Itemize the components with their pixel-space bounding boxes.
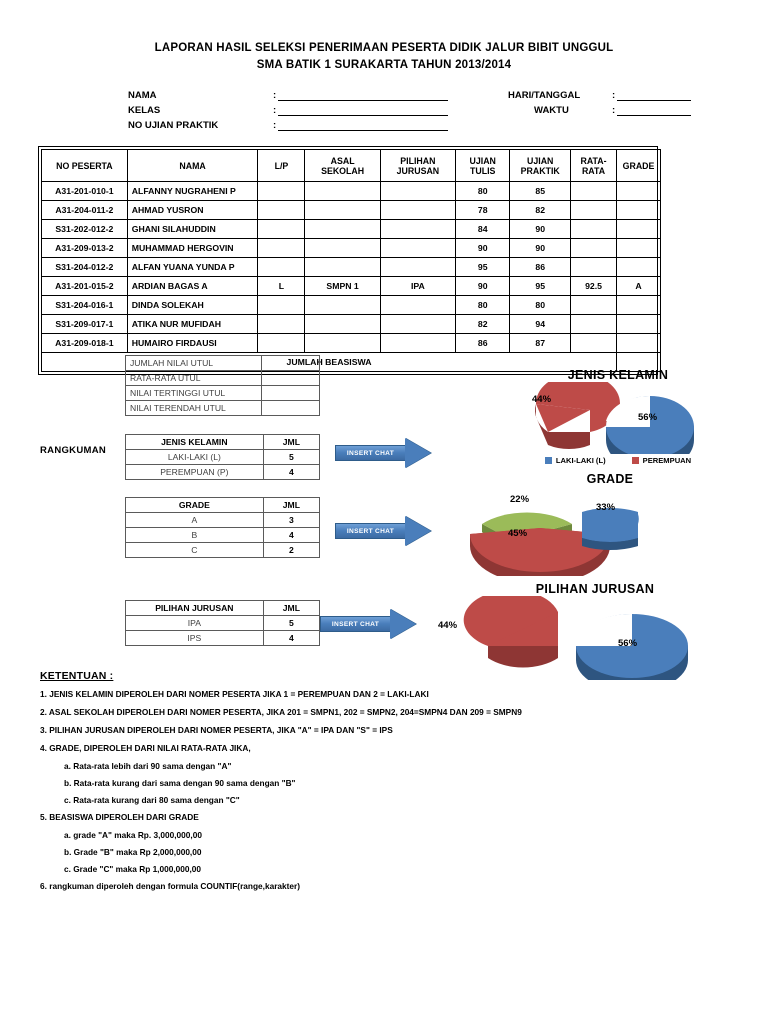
insert-chart-arrow-grade[interactable]	[335, 516, 435, 546]
table-row	[42, 220, 661, 239]
table-row	[42, 258, 661, 277]
title-line-2: SMA BATIK 1 SURAKARTA TAHUN 2013/2014	[256, 59, 512, 71]
cell-pilihan-jurusan[interactable]	[380, 220, 455, 239]
header-fields-right	[508, 86, 758, 116]
field-hari-tanggal[interactable]	[508, 86, 758, 101]
field-no-ujian-praktik[interactable]	[128, 116, 448, 131]
arrow-label: INSERT CHAT	[346, 527, 395, 535]
pie-svg	[470, 382, 766, 454]
grade-header-jml: JML	[263, 498, 319, 513]
table-header-row	[42, 150, 661, 182]
cell-nama[interactable]: MUHAMMAD HERGOVIN	[127, 239, 258, 258]
utul-label: NILAI TERTINGGI UTUL	[126, 386, 262, 401]
table-row	[126, 543, 320, 558]
field-nama-input[interactable]	[278, 90, 448, 101]
field-kelas-label: KELAS	[128, 105, 161, 116]
cell-grade[interactable]	[617, 315, 661, 334]
cell-ujian-praktik[interactable]: 90	[510, 220, 571, 239]
pie-svg	[430, 596, 760, 680]
ketentuan-item: a. Rata-rata lebih dari 90 sama dengan "A"	[64, 761, 232, 771]
pct-laki-laki: 56%	[638, 412, 658, 423]
jumlah-beasiswa-label: JUMLAH BEASISWA	[42, 353, 617, 372]
cell-asal-sekolah[interactable]	[305, 201, 380, 220]
cell-ujian-praktik[interactable]: 80	[510, 296, 571, 315]
cell-nama[interactable]: ALFANNY NUGRAHENI P	[127, 182, 258, 201]
col-grade: GRADE	[617, 150, 661, 182]
legend-swatch-icon	[632, 457, 639, 464]
col-nama: NAMA	[127, 150, 258, 182]
header-fields-left	[128, 86, 448, 131]
cell-lp[interactable]	[258, 220, 305, 239]
pilihan-jurusan-row-value[interactable]: 4	[263, 631, 319, 646]
field-kelas-colon: :	[273, 105, 277, 116]
cell-ujian-tulis[interactable]: 80	[456, 296, 510, 315]
table-row	[126, 616, 320, 631]
utul-value[interactable]	[261, 386, 319, 401]
table-row	[42, 182, 661, 201]
grade-header-label: GRADE	[126, 498, 264, 513]
ketentuan-item: 1. JENIS KELAMIN DIPEROLEH DARI NOMER PESERTA JIKA 1 = PEREMPUAN DAN 2 = LAKI-LAKI	[40, 689, 429, 699]
cell-grade[interactable]	[617, 258, 661, 277]
table-header-row	[126, 601, 320, 616]
table-row	[126, 513, 320, 528]
utul-label: RATA-RATA UTUL	[126, 371, 262, 386]
cell-pilihan-jurusan[interactable]: IPA	[380, 277, 455, 296]
pct-grade-b: 45%	[508, 528, 528, 539]
arrow-shaft	[335, 445, 405, 461]
cell-lp[interactable]	[258, 239, 305, 258]
arrow-head-icon	[390, 609, 416, 639]
cell-no-peserta[interactable]: S31-209-017-1	[42, 315, 128, 334]
slice-laki-laki	[606, 396, 694, 454]
cell-lp[interactable]	[258, 182, 305, 201]
rangkuman-label: RANGKUMAN	[40, 445, 107, 456]
utul-summary-body	[126, 356, 320, 416]
cell-ujian-tulis[interactable]: 80	[456, 182, 510, 201]
arrow-shaft	[335, 523, 405, 539]
cell-ujian-praktik[interactable]: 90	[510, 239, 571, 258]
cell-grade[interactable]	[617, 201, 661, 220]
cell-pilihan-jurusan[interactable]	[380, 239, 455, 258]
cell-pilihan-jurusan[interactable]	[380, 258, 455, 277]
field-nama[interactable]	[128, 86, 448, 101]
list-item	[126, 401, 320, 416]
chart-grade-plot	[460, 486, 760, 576]
field-waktu[interactable]	[508, 101, 758, 116]
page-title	[0, 0, 768, 74]
cell-ujian-praktik[interactable]: 95	[510, 277, 571, 296]
pct-perempuan: 44%	[532, 394, 552, 405]
field-nama-label: NAMA	[128, 90, 157, 101]
cell-ujian-praktik[interactable]: 94	[510, 315, 571, 334]
pilihan-jurusan-summary-table	[125, 600, 320, 646]
ketentuan-item: 4. GRADE, DIPEROLEH DARI NILAI RATA-RATA JIKA,	[40, 743, 251, 753]
arrow-head-icon	[405, 438, 431, 468]
cell-asal-sekolah[interactable]	[305, 296, 380, 315]
ketentuan-item: 6. rangkuman diperoleh dengan formula COUNTIF(range,karakter)	[40, 881, 301, 891]
ketentuan-item: 3. PILIHAN JURUSAN DIPEROLEH DARI NOMER PESERTA, JIKA "A" = IPA DAN "S" = IPS	[40, 725, 393, 735]
header-fields	[0, 86, 768, 132]
grade-summary-body	[126, 498, 320, 558]
chart-jenis-kelamin-title: JENIS KELAMIN	[567, 368, 669, 382]
pilihan-jurusan-summary-body	[126, 601, 320, 646]
participants-table	[41, 149, 661, 372]
col-asal-sekolah: ASAL SEKOLAH	[305, 150, 380, 182]
field-no-ujian-praktik-label: NO UJIAN PRAKTIK	[128, 120, 219, 131]
ketentuan-item: b. Grade "B" maka Rp 2,000,000,00	[64, 847, 202, 857]
ketentuan-list	[40, 689, 768, 899]
title-line-1: LAPORAN HASIL SELEKSI PENERIMAAN PESERTA DIDIK JALUR BIBIT UNGGUL	[154, 42, 614, 54]
ketentuan-item: b. Rata-rata kurang dari sama dengan 90 sama dengan "B"	[64, 778, 296, 788]
chart-jenis-kelamin	[470, 368, 766, 465]
jenis-kelamin-row-label: LAKI-LAKI (L)	[126, 450, 264, 465]
cell-rata-rata[interactable]	[571, 239, 617, 258]
field-no-ujian-praktik-colon: :	[273, 120, 277, 131]
cell-lp[interactable]	[258, 201, 305, 220]
arrow-label: INSERT CHAT	[346, 449, 395, 457]
grade-row-value[interactable]: 3	[263, 513, 319, 528]
cell-asal-sekolah[interactable]: SMPN 1	[305, 277, 380, 296]
grade-row-label: C	[126, 543, 264, 558]
cell-no-peserta[interactable]: A31-209-013-2	[42, 239, 128, 258]
cell-pilihan-jurusan[interactable]	[380, 296, 455, 315]
cell-grade[interactable]	[617, 239, 661, 258]
table-row	[42, 315, 661, 334]
ketentuan-item: 2. ASAL SEKOLAH DIPEROLEH DARI NOMER PESERTA, JIKA 201 = SMPN1, 202 = SMPN2, 204=SMPN4 DAN 209 = SMPN9	[40, 707, 522, 717]
jenis-kelamin-summary-body	[126, 435, 320, 480]
jenis-kelamin-summary-table	[125, 434, 320, 480]
cell-rata-rata[interactable]	[571, 315, 617, 334]
insert-chart-arrow-jenis-kelamin[interactable]	[335, 438, 435, 468]
chart-pilihan-jurusan	[430, 582, 760, 680]
table-row	[126, 450, 320, 465]
slice-ips	[464, 596, 558, 667]
legend-label: LAKI-LAKI (L)	[555, 456, 606, 465]
utul-value[interactable]	[261, 401, 319, 416]
pct-grade-c: 22%	[510, 494, 530, 505]
pilihan-jurusan-header-jml: JML	[263, 601, 319, 616]
grade-row-value[interactable]: 2	[263, 543, 319, 558]
table-header-row	[126, 498, 320, 513]
cell-no-peserta[interactable]: S31-202-012-2	[42, 220, 128, 239]
table-row	[42, 239, 661, 258]
utul-value[interactable]	[261, 356, 319, 371]
col-no-peserta: NO PESERTA	[42, 150, 128, 182]
cell-ujian-tulis[interactable]: 95	[456, 258, 510, 277]
cell-rata-rata[interactable]	[571, 201, 617, 220]
field-hari-tanggal-input[interactable]	[617, 90, 691, 101]
cell-lp[interactable]	[258, 315, 305, 334]
cell-lp[interactable]	[258, 296, 305, 315]
cell-grade[interactable]: A	[617, 277, 661, 296]
cell-ujian-tulis[interactable]: 90	[456, 277, 510, 296]
list-item	[126, 356, 320, 371]
table-row	[42, 277, 661, 296]
table-row	[126, 465, 320, 480]
field-hari-tanggal-colon: :	[612, 90, 616, 101]
cell-pilihan-jurusan[interactable]	[380, 201, 455, 220]
field-waktu-label: WAKTU	[534, 105, 569, 116]
cell-rata-rata[interactable]	[571, 296, 617, 315]
cell-ujian-tulis[interactable]: 78	[456, 201, 510, 220]
cell-rata-rata[interactable]: 92.5	[571, 277, 617, 296]
ketentuan-title: KETENTUAN :	[40, 670, 114, 682]
cell-pilihan-jurusan[interactable]	[380, 315, 455, 334]
col-lp: L/P	[258, 150, 305, 182]
table-row	[42, 334, 661, 353]
field-no-ujian-praktik-input[interactable]	[278, 120, 448, 131]
ketentuan-section	[40, 670, 768, 899]
pilihan-jurusan-row-label: IPS	[126, 631, 264, 646]
cell-no-peserta[interactable]: A31-209-018-1	[42, 334, 128, 353]
ketentuan-item: c. Rata-rata kurang dari 80 sama dengan "C"	[64, 795, 240, 805]
cell-asal-sekolah[interactable]	[305, 220, 380, 239]
ketentuan-item: a. grade "A" maka Rp. 3,000,000,00	[64, 830, 202, 840]
grade-row-value[interactable]: 4	[263, 528, 319, 543]
cell-nama[interactable]: DINDA SOLEKAH	[127, 296, 258, 315]
table-row	[126, 631, 320, 646]
cell-ujian-tulis[interactable]: 86	[456, 334, 510, 353]
col-pilihan-jurusan: PILIHAN JURUSAN	[380, 150, 455, 182]
ketentuan-item: 5. BEASISWA DIPEROLEH DARI GRADE	[40, 812, 199, 822]
cell-asal-sekolah[interactable]	[305, 182, 380, 201]
cell-nama[interactable]: ALFAN YUANA YUNDA P	[127, 258, 258, 277]
grade-row-label: B	[126, 528, 264, 543]
participants-table-body	[42, 182, 661, 353]
utul-label: JUMLAH NILAI UTUL	[126, 356, 262, 371]
field-kelas-input[interactable]	[278, 105, 448, 116]
jenis-kelamin-header-label: JENIS KELAMIN	[126, 435, 264, 450]
insert-chart-arrow-pilihan-jurusan[interactable]	[320, 609, 420, 639]
field-waktu-colon: :	[612, 105, 616, 116]
cell-lp[interactable]: L	[258, 277, 305, 296]
cell-ujian-praktik[interactable]: 86	[510, 258, 571, 277]
cell-grade[interactable]	[617, 334, 661, 353]
cell-grade[interactable]	[617, 296, 661, 315]
cell-asal-sekolah[interactable]	[305, 239, 380, 258]
cell-asal-sekolah[interactable]	[305, 315, 380, 334]
jenis-kelamin-row-label: PEREMPUAN (P)	[126, 465, 264, 480]
field-hari-tanggal-label: HARI/TANGGAL	[508, 90, 581, 101]
field-kelas[interactable]	[128, 101, 448, 116]
arrow-head-icon	[405, 516, 431, 546]
jenis-kelamin-row-value[interactable]: 5	[263, 450, 319, 465]
legend-item-laki-laki	[545, 456, 606, 465]
cell-nama[interactable]: AHMAD YUSRON	[127, 201, 258, 220]
jenis-kelamin-row-value[interactable]: 4	[263, 465, 319, 480]
jenis-kelamin-header-jml: JML	[263, 435, 319, 450]
cell-rata-rata[interactable]	[571, 258, 617, 277]
chart-pilihan-jurusan-plot	[430, 596, 760, 680]
cell-no-peserta[interactable]: S31-204-016-1	[42, 296, 128, 315]
utul-label: NILAI TERENDAH UTUL	[126, 401, 262, 416]
cell-no-peserta[interactable]: A31-204-011-2	[42, 201, 128, 220]
cell-rata-rata[interactable]	[571, 334, 617, 353]
list-item	[126, 386, 320, 401]
ketentuan-item: c. Grade "C" maka Rp 1,000,000,00	[64, 864, 202, 874]
cell-lp[interactable]	[258, 258, 305, 277]
utul-value[interactable]	[261, 371, 319, 386]
chart-jenis-kelamin-legend	[470, 456, 766, 465]
pct-ips: 44%	[438, 620, 458, 631]
cell-ujian-praktik[interactable]: 87	[510, 334, 571, 353]
pilihan-jurusan-row-value[interactable]: 5	[263, 616, 319, 631]
chart-grade	[460, 472, 760, 576]
cell-nama[interactable]: ATIKA NUR MUFIDAH	[127, 315, 258, 334]
slice-grade-a	[580, 508, 640, 550]
legend-item-perempuan	[632, 456, 692, 465]
chart-grade-title: GRADE	[586, 472, 634, 486]
cell-rata-rata[interactable]	[571, 182, 617, 201]
grade-row-label: A	[126, 513, 264, 528]
cell-grade[interactable]	[617, 220, 661, 239]
cell-ujian-tulis[interactable]: 90	[456, 239, 510, 258]
col-ujian-praktik: UJIAN PRAKTIK	[510, 150, 571, 182]
cell-rata-rata[interactable]	[571, 220, 617, 239]
cell-ujian-tulis[interactable]: 82	[456, 315, 510, 334]
col-ujian-tulis: UJIAN TULIS	[456, 150, 510, 182]
cell-no-peserta[interactable]: A31-201-015-2	[42, 277, 128, 296]
arrow-shaft	[320, 616, 390, 632]
pilihan-jurusan-row-label: IPA	[126, 616, 264, 631]
pie-svg	[460, 486, 760, 576]
legend-swatch-icon	[545, 457, 552, 464]
table-header-row	[126, 435, 320, 450]
cell-ujian-praktik[interactable]: 85	[510, 182, 571, 201]
cell-no-peserta[interactable]: A31-201-010-1	[42, 182, 128, 201]
cell-pilihan-jurusan[interactable]	[380, 334, 455, 353]
cell-ujian-praktik[interactable]: 82	[510, 201, 571, 220]
cell-lp[interactable]	[258, 334, 305, 353]
cell-asal-sekolah[interactable]	[305, 334, 380, 353]
grade-summary-table	[125, 497, 320, 558]
cell-nama[interactable]: ARDIAN BAGAS A	[127, 277, 258, 296]
chart-pilihan-jurusan-title: PILIHAN JURUSAN	[535, 582, 655, 596]
arrow-label: INSERT CHAT	[331, 620, 380, 628]
col-rata-rata: RATA- RATA	[571, 150, 617, 182]
main-table-frame	[38, 146, 658, 375]
utul-summary-table	[125, 355, 320, 416]
pilihan-jurusan-header-label: PILIHAN JURUSAN	[126, 601, 264, 616]
cell-asal-sekolah[interactable]	[305, 258, 380, 277]
table-row	[126, 528, 320, 543]
cell-no-peserta[interactable]: S31-204-012-2	[42, 258, 128, 277]
pct-ipa: 56%	[618, 638, 638, 649]
cell-grade[interactable]	[617, 182, 661, 201]
cell-ujian-tulis[interactable]: 84	[456, 220, 510, 239]
cell-pilihan-jurusan[interactable]	[380, 182, 455, 201]
table-row	[42, 201, 661, 220]
cell-nama[interactable]: GHANI SILAHUDDIN	[127, 220, 258, 239]
cell-nama[interactable]: HUMAIRO FIRDAUSI	[127, 334, 258, 353]
legend-label: PEREMPUAN	[642, 456, 692, 465]
pct-grade-a: 33%	[596, 502, 616, 513]
table-row	[42, 296, 661, 315]
field-nama-colon: :	[273, 90, 277, 101]
chart-jenis-kelamin-plot	[470, 382, 766, 454]
field-waktu-input[interactable]	[617, 105, 691, 116]
list-item	[126, 371, 320, 386]
